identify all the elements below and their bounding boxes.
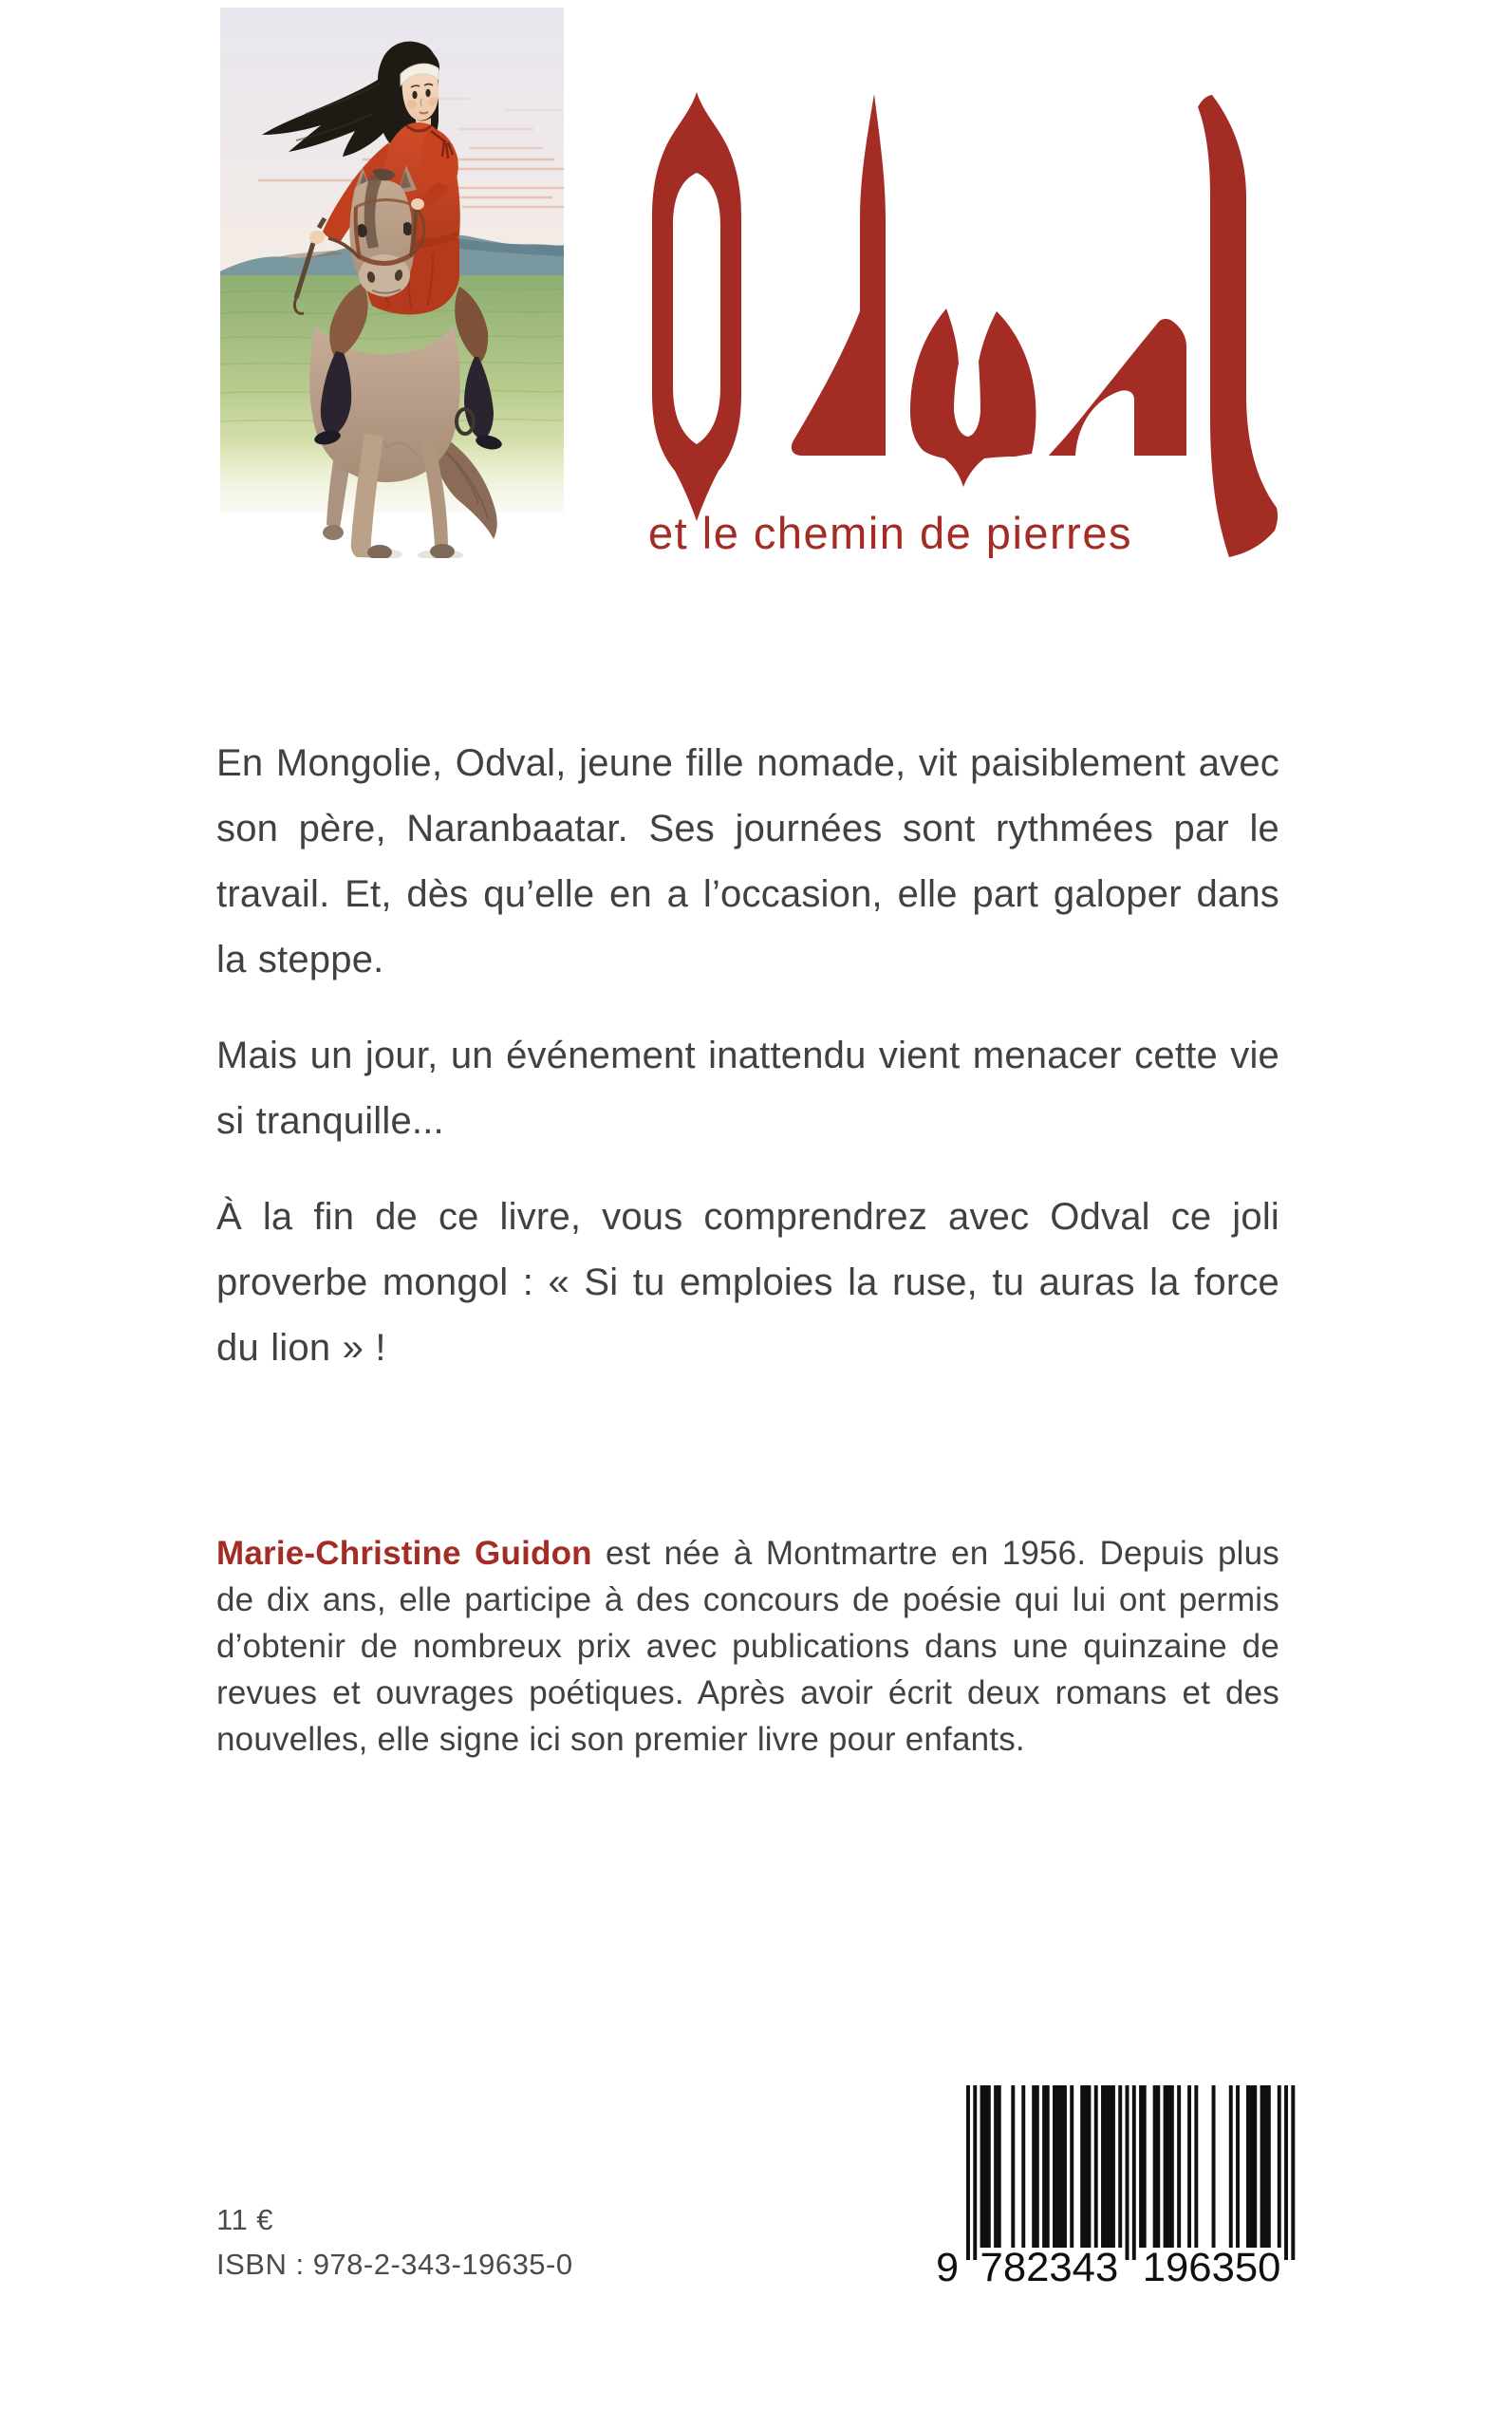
barcode-bar xyxy=(1153,2085,1157,2248)
barcode-bar xyxy=(1036,2085,1039,2248)
barcode-bar xyxy=(1056,2085,1060,2248)
synopsis-paragraph: Mais un jour, un événement inattendu vient menacer cette vie si tranquille... xyxy=(216,1035,1279,1142)
barcode-bar xyxy=(1084,2085,1088,2248)
price-label: 11 € xyxy=(216,2203,274,2236)
title-letter-o xyxy=(652,92,741,521)
barcode-bar xyxy=(1101,2085,1105,2248)
barcode-bar xyxy=(1059,2085,1063,2248)
barcode-digits: 9 xyxy=(936,2245,959,2288)
barcode-bar xyxy=(1046,2085,1050,2248)
barcode-bar xyxy=(1080,2085,1084,2248)
barcode-bar xyxy=(1164,2085,1167,2248)
barcode-bar xyxy=(1087,2085,1091,2248)
synopsis-paragraph: En Mongolie, Odval, jeune fille nomade, vit paisiblement avec son père, Naranbaatar. Ses journées sont rythmées par le travail. Et, dès qu’elle en a l’occasion, elle part galoper dans la steppe. xyxy=(216,742,1279,980)
barcode-bar xyxy=(1278,2085,1281,2248)
horse-head xyxy=(349,165,417,297)
barcode-bar xyxy=(1291,2085,1295,2260)
barcode-bar xyxy=(1267,2085,1271,2248)
barcode-bar xyxy=(1253,2085,1257,2248)
barcode-bar xyxy=(1053,2085,1056,2248)
title-letter-l xyxy=(1198,95,1278,557)
barcode-bar xyxy=(966,2085,970,2260)
cover-illustration xyxy=(220,8,564,558)
barcode-bar xyxy=(1139,2085,1143,2248)
barcode-bar xyxy=(1170,2085,1174,2248)
barcode-bar xyxy=(1011,2085,1015,2248)
title-subtitle: et le chemin de pierres xyxy=(648,508,1132,558)
barcode-bar xyxy=(1105,2085,1109,2248)
barcode-bar xyxy=(1032,2085,1036,2248)
barcode-bar xyxy=(1236,2085,1240,2248)
hand-left xyxy=(309,231,325,244)
barcode-bar xyxy=(1263,2085,1267,2248)
title-letter-v xyxy=(910,308,1036,487)
barcode-svg xyxy=(930,2085,1302,2288)
barcode-bar xyxy=(1021,2085,1025,2248)
barcode-bar xyxy=(1250,2085,1254,2248)
hind-hoof-left xyxy=(323,525,344,540)
author-bio xyxy=(216,1530,1279,1763)
barcode-bar xyxy=(998,2085,1001,2248)
author-bio-paragraph xyxy=(216,1530,1279,1763)
barcode-digits: 782343 xyxy=(980,2245,1119,2288)
synopsis-paragraph: À la fin de ce livre, vous comprendrez avec Odval ce joli proverbe mongol : « Si tu emploies la ruse, tu auras la force du lion » ! xyxy=(216,1196,1279,1369)
barcode-bar xyxy=(983,2085,987,2248)
barcode-bar xyxy=(1063,2085,1067,2248)
barcode xyxy=(930,2085,1302,2288)
barcode-bar xyxy=(1229,2085,1233,2248)
author-bio-text: est née à Montmartre en 1956. Depuis plus de dix ans, elle participe à des concours de poésie qui lui ont permis d’obtenir de nombreux prix avec publications dans une quinzaine de revues et ouvrages poétiques. Après avoir écrit deux romans et des nouvelles, elle signe ici son premier livre pour enfants. xyxy=(216,1535,1279,1758)
title-letters xyxy=(652,92,1278,557)
barcode-bar xyxy=(1143,2085,1147,2248)
barcode-digits: 196350 xyxy=(1142,2245,1281,2288)
barcode-bar xyxy=(1070,2085,1073,2248)
barcode-bar xyxy=(1284,2085,1288,2260)
barcode-bar xyxy=(987,2085,991,2248)
barcode-bar xyxy=(1246,2085,1250,2248)
barcode-bar xyxy=(1212,2085,1216,2248)
barcode-bar xyxy=(973,2085,977,2260)
barcode-bar xyxy=(1187,2085,1191,2248)
barcode-bar xyxy=(1156,2085,1160,2248)
barcode-bar xyxy=(1177,2085,1181,2248)
barcode-bar xyxy=(1118,2085,1122,2248)
title-logo xyxy=(631,81,1281,565)
hand-right xyxy=(411,198,424,210)
title-letter-d xyxy=(792,94,886,456)
barcode-bar xyxy=(1042,2085,1046,2248)
synopsis xyxy=(216,731,1279,1381)
barcode-bar xyxy=(980,2085,984,2248)
barcode-bar xyxy=(1111,2085,1115,2248)
barcode-bar xyxy=(1094,2085,1098,2248)
barcode-bar xyxy=(1167,2085,1170,2248)
barcode-bar xyxy=(994,2085,998,2248)
barcode-bar xyxy=(1126,2085,1129,2260)
barcode-bar xyxy=(1132,2085,1136,2260)
price-isbn-block xyxy=(216,2197,573,2287)
author-name: Marie-Christine Guidon xyxy=(216,1535,592,1572)
isbn-label: ISBN : 978-2-343-19635-0 xyxy=(216,2248,573,2281)
title-letter-a xyxy=(1049,319,1186,456)
barcode-bar xyxy=(1194,2085,1198,2248)
barcode-bar xyxy=(1108,2085,1111,2248)
barcode-bar xyxy=(1260,2085,1264,2248)
